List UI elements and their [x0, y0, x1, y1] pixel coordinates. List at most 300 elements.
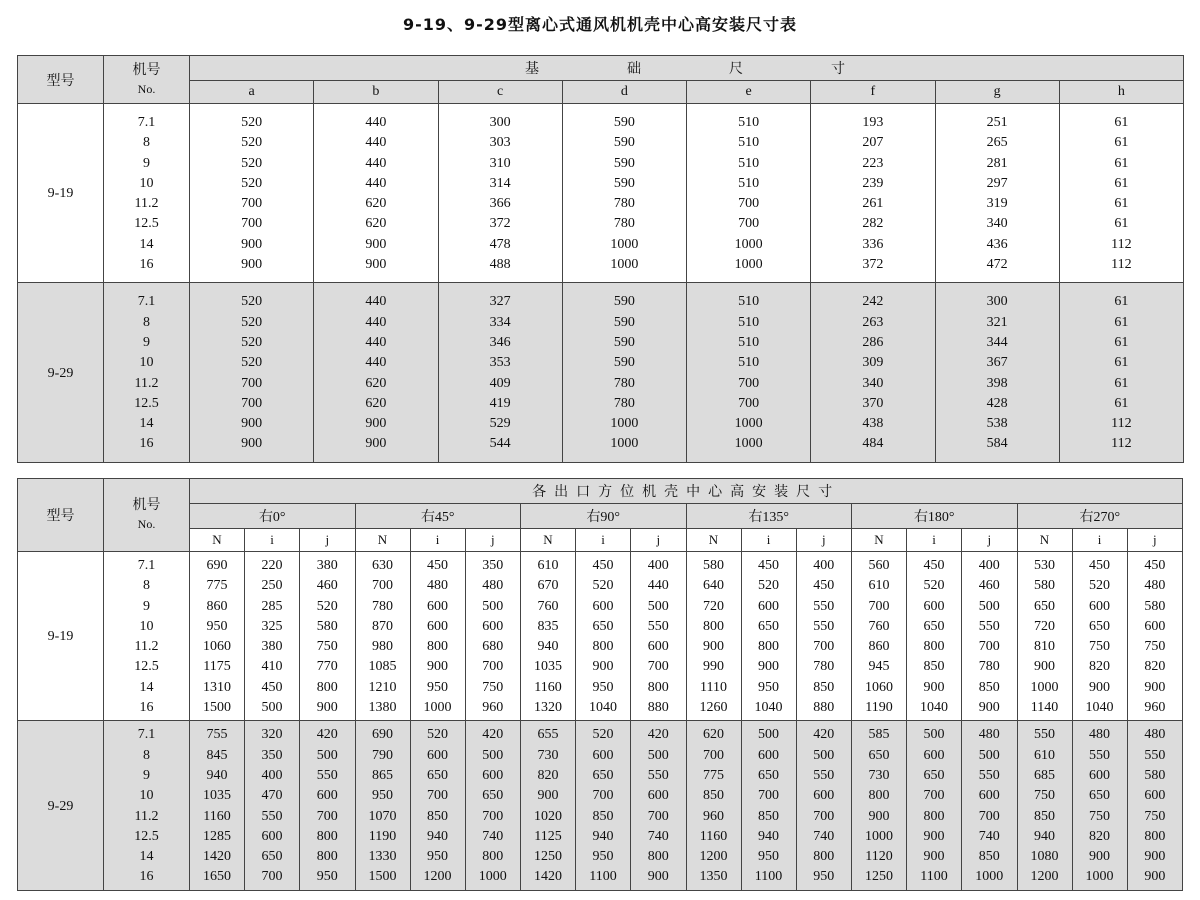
value-column [631, 721, 687, 890]
table-cell: 450 [758, 558, 779, 573]
value-column-h [1059, 104, 1183, 283]
table-cell: 950 [372, 788, 393, 804]
table-cell: 450 [261, 679, 283, 695]
table-cell: 990 [703, 659, 724, 675]
table-cell: 620 [365, 375, 387, 391]
table-cell: 690 [206, 558, 228, 573]
table-cell: 112 [1111, 416, 1132, 432]
table-cell: 1080 [1030, 849, 1059, 865]
table-cell: 780 [613, 375, 635, 391]
machine-no: 7.1 [137, 294, 156, 310]
table-cell: 820 [1089, 659, 1110, 675]
table-cell: 750 [482, 679, 504, 695]
table-cell: 550 [813, 598, 835, 614]
table-cell: 780 [613, 216, 635, 232]
machine-no: 12.5 [134, 828, 159, 844]
table-cell: 810 [1034, 639, 1055, 655]
table-cell: 590 [613, 155, 635, 171]
table-cell: 900 [1089, 849, 1110, 865]
value-column-g [935, 283, 1059, 462]
table-cell: 440 [365, 314, 387, 330]
table-cell: 1160 [699, 828, 728, 844]
table-cell: 440 [365, 294, 387, 310]
table-cell: 600 [923, 747, 945, 763]
table-cell: 600 [482, 767, 504, 783]
table-cell: 366 [489, 196, 511, 212]
table-cell: 750 [1144, 639, 1166, 655]
machine-no: 11.2 [134, 639, 159, 655]
machine-no: 7.1 [137, 115, 156, 130]
table-cell: 510 [738, 155, 760, 171]
value-column [465, 721, 521, 890]
table-cell: 950 [813, 869, 835, 885]
table-cell: 500 [758, 727, 779, 743]
table-cell: 700 [592, 788, 614, 804]
direction-header: 右90° [521, 504, 687, 529]
table-cell: 500 [978, 598, 1000, 614]
machine-no: 11.2 [134, 196, 159, 212]
table-cell: 850 [703, 788, 724, 804]
table-cell: 900 [1089, 679, 1110, 695]
table-cell: 520 [241, 314, 263, 330]
table-cell: 1085 [368, 659, 397, 675]
table-cell: 650 [427, 767, 448, 783]
table-cell: 700 [813, 639, 835, 655]
table-cell: 1250 [865, 869, 893, 885]
table-cell: 370 [862, 395, 884, 411]
value-column [465, 552, 521, 721]
table-cell: 800 [592, 639, 614, 655]
table-cell: 865 [372, 767, 393, 783]
table-cell: 520 [923, 578, 945, 594]
table-cell: 820 [1089, 828, 1110, 844]
sub-column-header-N: N [355, 529, 410, 552]
table-cell: 1650 [203, 869, 231, 885]
table-cell: 1070 [368, 808, 397, 824]
table-cell: 860 [206, 598, 228, 614]
table-cell: 1200 [423, 869, 452, 885]
value-column [1072, 721, 1127, 890]
table-cell: 1000 [865, 828, 893, 844]
page-title: 9-19、9-29型离心式通风机机壳中心高安装尺寸表 [402, 15, 798, 34]
table-cell: 600 [978, 788, 1000, 804]
no-label: No. [137, 81, 156, 96]
table-cell: 750 [1089, 808, 1110, 824]
table-cell: 680 [482, 639, 504, 655]
table-cell: 700 [978, 808, 1000, 824]
table-cell: 580 [703, 558, 724, 573]
table-cell: 428 [986, 395, 1008, 411]
machine-no: 11.2 [134, 375, 159, 391]
table-cell: 775 [703, 767, 724, 783]
table-cell: 630 [372, 558, 393, 573]
table-cell: 1250 [534, 849, 562, 865]
table-cell: 1100 [920, 869, 948, 885]
table-cell: 1285 [203, 828, 231, 844]
table-cell: 380 [316, 558, 338, 573]
column-header-e: e [687, 81, 811, 104]
value-column-e [687, 283, 811, 462]
table-cell: 900 [537, 788, 559, 804]
table-cell: 500 [813, 747, 835, 763]
table-cell: 780 [613, 196, 635, 212]
table-cell: 1035 [534, 659, 562, 675]
value-column [245, 552, 300, 721]
table-cell: 61 [1114, 375, 1129, 391]
table-cell: 940 [427, 828, 448, 844]
table-cell: 940 [758, 828, 779, 844]
sub-column-header-j: j [796, 529, 852, 552]
table-cell: 1000 [610, 436, 639, 452]
table-cell: 590 [613, 115, 635, 130]
table-cell: 900 [1034, 659, 1055, 675]
table-cell: 346 [489, 334, 511, 350]
table-cell: 261 [862, 196, 884, 212]
table-cell: 900 [365, 257, 387, 273]
value-column [245, 721, 300, 890]
table-cell: 1210 [368, 679, 397, 695]
table-cell: 820 [1144, 659, 1166, 675]
table-cell: 850 [592, 808, 614, 824]
table-cell: 650 [261, 849, 283, 865]
table-cell: 520 [592, 727, 614, 743]
table-cell: 1175 [203, 659, 231, 675]
table-cell: 530 [1034, 558, 1055, 573]
machine-no-column [104, 104, 190, 283]
table-cell: 800 [427, 639, 448, 655]
table-cell: 900 [241, 257, 263, 273]
table-cell: 510 [738, 334, 760, 350]
table-cell: 550 [813, 767, 835, 783]
table-cell: 950 [206, 618, 228, 634]
sub-column-header-j: j [300, 529, 356, 552]
table-cell: 800 [316, 828, 338, 844]
table-cell: 580 [1144, 598, 1166, 614]
value-column [410, 552, 465, 721]
table-cell: 61 [1114, 155, 1129, 171]
table-cell: 1110 [700, 679, 727, 695]
table-cell: 409 [489, 375, 511, 391]
table-cell: 650 [868, 747, 890, 763]
value-column-h [1059, 283, 1183, 462]
table-cell: 500 [316, 747, 338, 763]
sub-column-header-N: N [521, 529, 576, 552]
machine-no: 12.5 [134, 216, 159, 232]
value-column [962, 721, 1018, 890]
table-cell: 610 [868, 578, 890, 594]
table-cell: 480 [427, 578, 448, 594]
table-cell: 600 [261, 828, 283, 844]
machine-no-label: 机号 [132, 62, 161, 78]
table-cell: 650 [482, 788, 504, 804]
table-cell: 500 [261, 700, 283, 716]
table-cell: 800 [1144, 828, 1166, 844]
table-cell: 478 [489, 236, 511, 252]
table-cell: 480 [1144, 727, 1166, 743]
table-cell: 800 [316, 849, 338, 865]
table-cell: 510 [738, 135, 760, 151]
value-column [631, 552, 687, 721]
value-column [1017, 721, 1072, 890]
value-column [190, 721, 245, 890]
table-cell: 780 [813, 659, 835, 675]
table-cell: 520 [241, 355, 263, 371]
table-cell: 584 [986, 436, 1008, 452]
table-cell: 510 [738, 175, 760, 191]
value-column-f [811, 104, 935, 283]
value-column [741, 721, 796, 890]
table-cell: 450 [1144, 558, 1166, 573]
value-column [796, 721, 852, 890]
table-cell: 900 [365, 416, 387, 432]
table-cell: 780 [978, 659, 1000, 675]
sub-column-header-j: j [631, 529, 687, 552]
table-cell: 303 [489, 135, 511, 151]
table-cell: 410 [261, 659, 283, 675]
table-cell: 484 [862, 436, 884, 452]
table-cell: 344 [986, 334, 1008, 350]
table-cell: 750 [316, 639, 338, 655]
column-header-g: g [935, 81, 1059, 104]
value-column [852, 552, 907, 721]
table-cell: 1000 [1030, 679, 1059, 695]
table-cell: 450 [592, 558, 614, 573]
table-cell: 700 [703, 747, 724, 763]
table-cell: 1260 [699, 700, 728, 716]
model-group-row [18, 283, 1184, 462]
table-cell: 585 [868, 727, 890, 743]
table-cell: 281 [986, 155, 1008, 171]
table-cell: 550 [1089, 747, 1110, 763]
table-cell: 590 [613, 294, 635, 310]
table-cell: 300 [986, 294, 1008, 310]
table-cell: 600 [923, 598, 945, 614]
value-column-c [438, 283, 562, 462]
table-cell: 1000 [423, 700, 452, 716]
machine-no-column [104, 283, 190, 462]
table-cell: 1200 [699, 849, 728, 865]
table-cell: 800 [813, 849, 835, 865]
table-cell: 600 [427, 747, 448, 763]
sub-column-header-j: j [1127, 529, 1183, 552]
table-cell: 440 [365, 334, 387, 350]
table-cell: 334 [489, 314, 511, 330]
table-cell: 600 [427, 618, 448, 634]
table-cell: 650 [758, 767, 779, 783]
table-cell: 600 [1144, 788, 1166, 804]
value-column [686, 552, 741, 721]
table-cell: 1020 [534, 808, 562, 824]
value-column [741, 552, 796, 721]
table-cell: 325 [261, 618, 283, 634]
machine-no-column [104, 721, 190, 890]
table-cell: 960 [703, 808, 724, 824]
table-cell: 440 [365, 155, 387, 171]
table-cell: 1040 [920, 700, 948, 716]
table-cell: 510 [738, 314, 760, 330]
table-cell: 980 [372, 639, 393, 655]
table-cell: 520 [241, 175, 263, 191]
table-cell: 300 [489, 115, 511, 130]
table-cell: 845 [206, 747, 228, 763]
table-cell: 800 [647, 679, 669, 695]
sub-column-header-i: i [410, 529, 465, 552]
table-cell: 520 [241, 334, 263, 350]
table-cell: 1200 [1030, 869, 1059, 885]
table-cell: 1320 [534, 700, 562, 716]
table-cell: 336 [862, 236, 884, 252]
table-cell: 950 [758, 849, 779, 865]
table-cell: 61 [1114, 395, 1129, 411]
value-column [300, 721, 356, 890]
table-cell: 940 [206, 767, 228, 783]
table-cell: 500 [923, 727, 945, 743]
table-cell: 800 [868, 788, 890, 804]
value-column [410, 721, 465, 890]
table-cell: 550 [316, 767, 338, 783]
table-cell: 520 [241, 135, 263, 151]
machine-no: 12.5 [134, 395, 159, 411]
table-cell: 286 [862, 334, 884, 350]
table-cell: 900 [1144, 869, 1166, 885]
table-cell: 61 [1114, 355, 1129, 371]
table-cell: 500 [482, 747, 504, 763]
direction-header: 右270° [1017, 504, 1183, 529]
table-cell: 440 [365, 115, 387, 130]
table-cell: 900 [647, 869, 669, 885]
table-cell: 800 [703, 618, 724, 634]
table-cell: 700 [647, 808, 669, 824]
table-cell: 900 [241, 436, 263, 452]
table-cell: 207 [862, 135, 884, 151]
table-cell: 600 [592, 598, 614, 614]
no-label: No. [137, 517, 156, 531]
machine-no: 7.1 [137, 558, 156, 573]
table-cell: 488 [489, 257, 511, 273]
table-cell: 1380 [368, 700, 397, 716]
table-cell: 590 [613, 355, 635, 371]
machine-no-column [104, 552, 190, 721]
table-cell: 500 [482, 598, 504, 614]
machine-no: 8 [143, 578, 150, 594]
table-cell: 650 [1089, 618, 1110, 634]
machine-no: 16 [139, 436, 154, 452]
table-cell: 520 [241, 155, 263, 171]
table-cell: 580 [316, 618, 338, 634]
table-cell: 900 [758, 659, 779, 675]
table-cell: 1000 [734, 416, 763, 432]
sub-column-header-N: N [686, 529, 741, 552]
table-cell: 353 [489, 355, 511, 371]
table-cell: 500 [978, 747, 1000, 763]
table-cell: 1160 [203, 808, 231, 824]
table-cell: 700 [738, 216, 760, 232]
table-cell: 760 [537, 598, 559, 614]
table-cell: 700 [758, 788, 779, 804]
outlet-group-header: 各出口方位机壳中心高安装尺寸 [190, 479, 1183, 504]
table-cell: 440 [365, 355, 387, 371]
table-cell: 1330 [368, 849, 397, 865]
machine-no: 11.2 [134, 808, 159, 824]
table-cell: 740 [813, 828, 835, 844]
table-cell: 780 [372, 598, 393, 614]
machine-no: 9 [143, 334, 150, 350]
table-cell: 600 [427, 598, 448, 614]
machine-no-header [104, 479, 190, 552]
table-cell: 600 [647, 788, 669, 804]
model-cell: 9-19 [18, 104, 104, 283]
table-cell: 1000 [610, 236, 639, 252]
sub-column-header-j: j [962, 529, 1018, 552]
table-cell: 755 [206, 727, 228, 743]
table-cell: 61 [1114, 115, 1129, 130]
table-cell: 61 [1114, 175, 1129, 191]
table-cell: 520 [427, 727, 448, 743]
machine-no: 12.5 [134, 659, 159, 675]
table-cell: 1000 [610, 416, 639, 432]
model-group-row [18, 721, 1183, 890]
table-cell: 320 [261, 727, 283, 743]
table-cell: 800 [923, 639, 945, 655]
table-cell: 900 [365, 236, 387, 252]
table-cell: 450 [923, 558, 945, 573]
sub-column-header-N: N [1017, 529, 1072, 552]
table-cell: 1420 [203, 849, 231, 865]
table-cell: 1060 [203, 639, 231, 655]
table-cell: 265 [986, 135, 1008, 151]
table-cell: 600 [592, 747, 614, 763]
table-cell: 650 [1089, 788, 1110, 804]
table-cell: 590 [613, 334, 635, 350]
table-cell: 700 [241, 196, 263, 212]
value-column [907, 721, 962, 890]
table-cell: 700 [241, 375, 263, 391]
table-cell: 750 [1089, 639, 1110, 655]
table-cell: 372 [489, 216, 511, 232]
table-cell: 560 [868, 558, 890, 573]
table-cell: 590 [613, 135, 635, 151]
sub-column-header-N: N [852, 529, 907, 552]
table-cell: 940 [592, 828, 614, 844]
table-cell: 520 [758, 578, 779, 594]
table-cell: 309 [862, 355, 884, 371]
direction-header: 右45° [355, 504, 521, 529]
table-cell: 900 [923, 679, 945, 695]
machine-no: 10 [139, 355, 154, 371]
table-cell: 740 [647, 828, 669, 844]
table-cell: 700 [738, 196, 760, 212]
sub-column-header-N: N [190, 529, 245, 552]
value-column-a [190, 283, 314, 462]
table-cell: 472 [986, 257, 1008, 273]
sub-column-header-i: i [245, 529, 300, 552]
value-column-b [314, 104, 438, 283]
table-cell: 550 [647, 767, 669, 783]
table-cell: 600 [758, 598, 779, 614]
value-column [521, 721, 576, 890]
value-column [962, 552, 1018, 721]
value-column [355, 721, 410, 890]
table-cell: 850 [978, 849, 1000, 865]
table-cell: 950 [592, 849, 614, 865]
value-column [1127, 721, 1183, 890]
table-cell: 670 [537, 578, 559, 594]
value-column-g [935, 104, 1059, 283]
table-cell: 850 [813, 679, 835, 695]
table-cell: 550 [1034, 727, 1055, 743]
value-column [907, 552, 962, 721]
table-cell: 440 [365, 175, 387, 191]
